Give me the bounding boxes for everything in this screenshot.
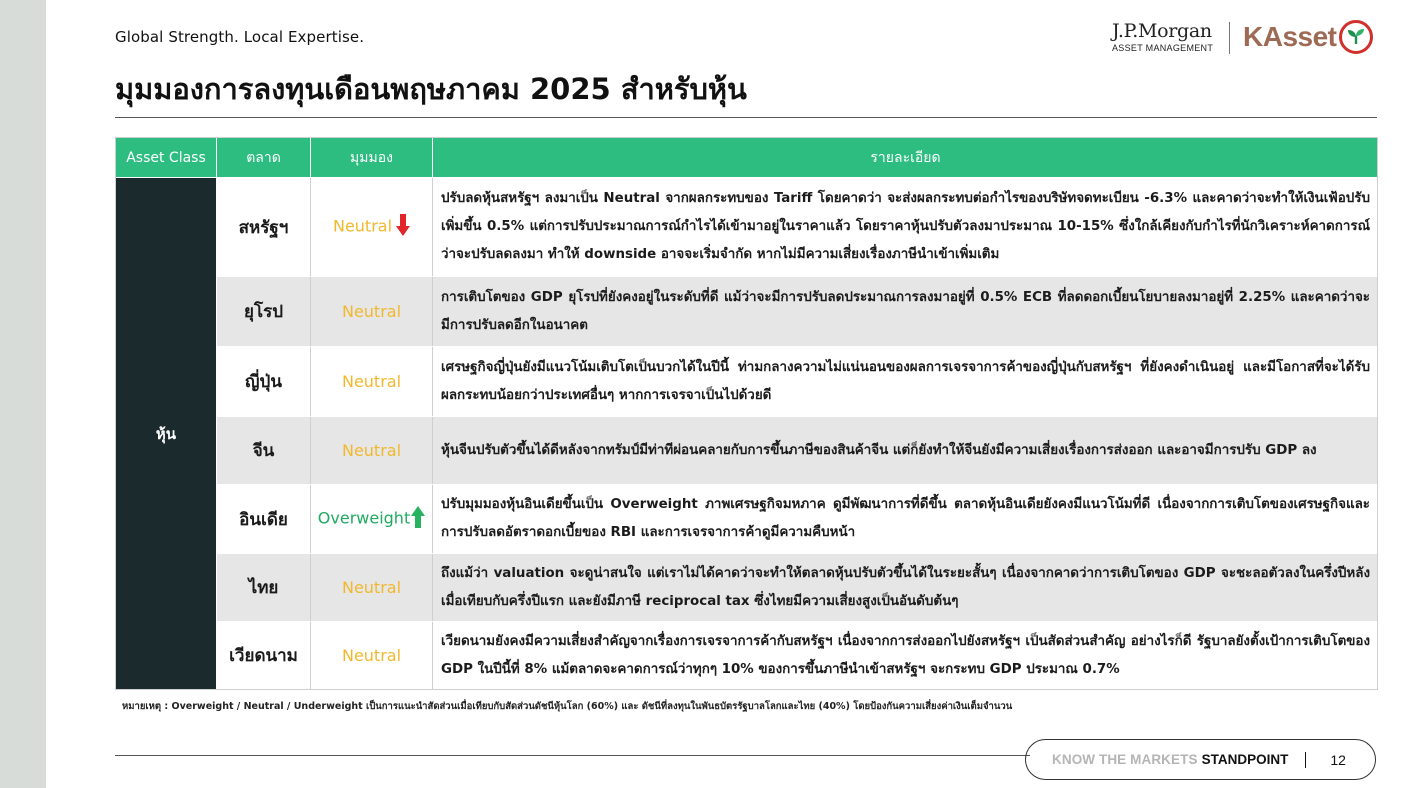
- market-cell: ยุโรป: [217, 277, 311, 347]
- view-cell: [311, 277, 433, 347]
- view-cell: [311, 417, 433, 485]
- detail-cell: ปรับมุมมองหุ้นอินเดียขึ้นเป็น Overweight ภาพเศรษฐกิจมหภาค ดูมีพัฒนาการที่ดีขึ้น ตลาดหุ้นอินเดียยังคงมีแนวโน้มที่ดี เนื่องจากการเติบโตของเศรษฐกิจและการปรับลดอัตราดอกเบี้ยของ RBI และการเจรจาการค้าดูมีความคืบหน้า: [433, 485, 1379, 554]
- table-row-china: [116, 417, 1379, 485]
- view-cell: [311, 554, 433, 622]
- page-title: มุมมองการลงทุนเดือนพฤษภาคม 2025 สำหรับหุ้น: [115, 72, 747, 106]
- table-row-vietnam: [116, 622, 1379, 690]
- market-cell: สหรัฐฯ: [217, 178, 311, 277]
- view-label: Neutral: [332, 216, 393, 236]
- view-cell: [311, 622, 433, 690]
- page-number: 12: [1330, 751, 1346, 768]
- detail-cell: ถึงแม้ว่า valuation จะดูน่าสนใจ แต่เราไม่ได้คาดว่าจะทำให้ตลาดหุ้นปรับตัวขึ้นได้ในระยะสั้นๆ เนื่องจากคาดว่าการเติบโตของ GDP จะชะลอตัวลงในครึ่งปีหลังเมื่อเทียบกับครึ่งปีแรก และยังมีภาษี reciprocal tax ซึ่งไทยมีความเสี่ยงสูงเป็นอันดับต้นๆ: [433, 554, 1379, 622]
- title-divider: [115, 117, 1377, 118]
- market-cell: จีน: [217, 417, 311, 485]
- header-asset-class: Asset Class: [116, 138, 217, 178]
- header-market: ตลาด: [217, 138, 311, 178]
- market-cell: ไทย: [217, 554, 311, 622]
- market-cell: อินเดีย: [217, 485, 311, 554]
- table-row-us: [116, 178, 1379, 277]
- header-detail: รายละเอียด: [433, 138, 1379, 178]
- kasset-logo: [1243, 20, 1373, 54]
- header-view: มุมมอง: [311, 138, 433, 178]
- jpmorgan-logo-subtitle: ASSET MANAGEMENT: [1112, 43, 1214, 53]
- jpmorgan-logo-name: J.P.Morgan: [1112, 20, 1212, 42]
- logo-divider: [1229, 22, 1230, 54]
- table-row-thailand: [116, 554, 1379, 622]
- kasset-leaf-icon: [1339, 20, 1373, 54]
- market-cell: เวียดนาม: [217, 622, 311, 690]
- view-label: Neutral: [341, 302, 402, 321]
- kasset-logo-text: KAsset: [1243, 21, 1337, 52]
- view-label: Overweight: [317, 508, 411, 528]
- footer-separator: [1305, 752, 1306, 768]
- table-row-japan: [116, 347, 1379, 417]
- left-side-strip: [0, 0, 46, 788]
- tagline: Global Strength. Local Expertise.: [115, 28, 365, 46]
- market-cell: ญี่ปุ่น: [217, 347, 311, 417]
- footer-series-label: KNOW THE MARKETS: [1052, 752, 1198, 767]
- table-header-row: [116, 138, 1379, 178]
- footnote: หมายเหตุ : Overweight / Neutral / Underweight เป็นการแนะนำสัดส่วนเมื่อเทียบกับสัดส่วนดัชนีหุ้นโลก (60%) และ ดัชนีที่ลงทุนในพันธบัตรรัฐบาลโลกและไทย (40%) โดยป้องกันความเสี่ยงค่าเงินเต็มจำนวน: [122, 701, 1013, 712]
- detail-cell: เศรษฐกิจญี่ปุ่นยังมีแนวโน้มเติบโตเป็นบวกได้ในปีนี้ ท่ามกลางความไม่แน่นอนของผลการเจรจาการค้าของญี่ปุ่นกับสหรัฐฯ ที่ยังคงดำเนินอยู่ และมีโอกาสที่จะได้รับผลกระทบน้อยกว่าประเทศอื่นๆ หากการเจรจาเป็นไปด้วยดี: [433, 347, 1379, 417]
- detail-cell: ปรับลดหุ้นสหรัฐฯ ลงมาเป็น Neutral จากผลกระทบของ Tariff โดยคาดว่า จะส่งผลกระทบต่อกำไรของบริษัทจดทะเบียน -6.3% และคาดว่าจะทำให้เงินเฟ้อปรับเพิ่มขึ้น 0.5% แต่การปรับประมาณการณ์กำไรได้เข้ามาอยู่ในราคาแล้ว โดยราคาหุ้นปรับตัวลงมาประมาณ 10-15% ซึ่งใกล้เคียงกับกำไรที่นักวิเคราะห์คาดการณ์ว่าจะปรับลดลงมา ทำให้ downside อาจจะเริ่มจำกัด หากไม่มีความเสี่ยงเรื่องภาษีนำเข้าเพิ่มเติม: [433, 178, 1379, 277]
- view-label: Neutral: [341, 578, 402, 597]
- view-label: Neutral: [341, 441, 402, 460]
- table-row-europe: [116, 277, 1379, 347]
- arrow-up-icon: [411, 505, 425, 533]
- view-cell: [311, 178, 433, 277]
- asset-class-cell: หุ้น: [116, 178, 217, 690]
- table-row-india: [116, 485, 1379, 554]
- equity-outlook-table: [115, 137, 1379, 690]
- jpmorgan-logo: [1112, 20, 1216, 54]
- detail-cell: หุ้นจีนปรับตัวขึ้นได้ดีหลังจากทรัมป์มีท่าทีผ่อนคลายกับการขึ้นภาษีของสินค้าจีน แต่ก็ยังทำให้จีนยังมีความเสี่ยงเรื่องการส่งออก และอาจมีการปรับ GDP ลง: [433, 417, 1379, 485]
- arrow-down-icon: [396, 213, 410, 241]
- view-label: Neutral: [341, 372, 402, 391]
- detail-cell: เวียดนามยังคงมีความเสี่ยงสำคัญจากเรื่องการเจรจาการค้ากับสหรัฐฯ เนื่องจากการส่งออกไปยังสหรัฐฯ เป็นสัดส่วนสำคัญ อย่างไรก็ดี รัฐบาลยังตั้งเป้าการเติบโตของ GDP ในปีนี้ที่ 8% แม้ตลาดจะคาดการณ์ว่าทุกๆ 10% ของการขึ้นภาษีนำเข้าสหรัฐฯ จะกระทบ GDP ประมาณ 0.7%: [433, 622, 1379, 690]
- view-cell: [311, 485, 433, 554]
- detail-cell: การเติบโตของ GDP ยุโรปที่ยังคงอยู่ในระดับที่ดี แม้ว่าจะมีการปรับลดประมาณการลงมาอยู่ที่ 0.5% ECB ที่ลดดอกเบี้ยนโยบายลงมาอยู่ที่ 2.25% และคาดว่าจะมีการปรับลดอีกในอนาคต: [433, 277, 1379, 347]
- view-label: Neutral: [341, 646, 402, 665]
- view-cell: [311, 347, 433, 417]
- footer-standpoint-label: STANDPOINT: [1201, 752, 1289, 767]
- footer-divider: [115, 755, 1030, 756]
- footer-badge: [1025, 739, 1376, 780]
